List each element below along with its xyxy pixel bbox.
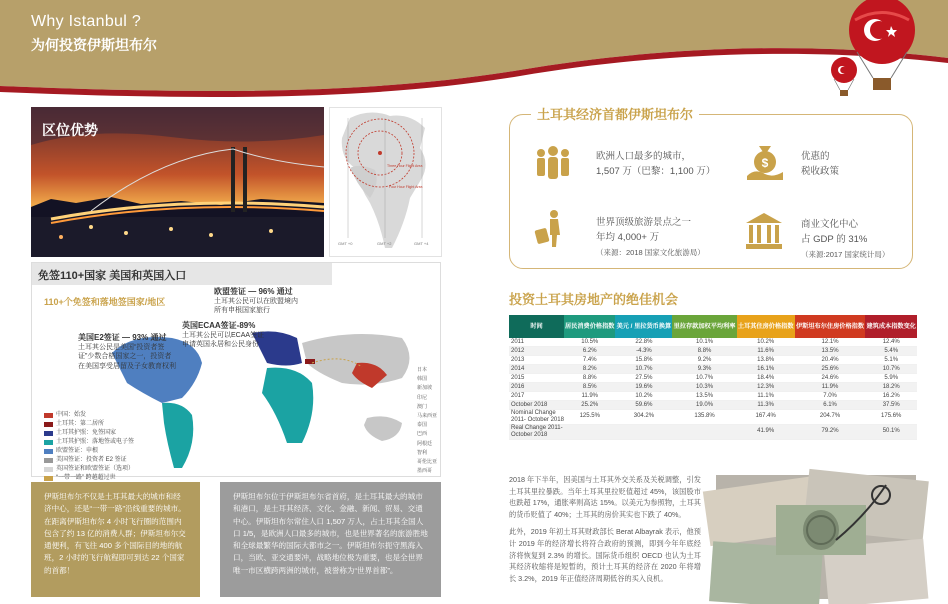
table-cell: 10.2% <box>737 338 795 347</box>
table-row <box>509 356 917 365</box>
investment-title: 投资土耳其房地产的绝佳机会 <box>509 292 679 307</box>
globe-label-gmt2: GMT +2 <box>377 241 392 246</box>
table-cell: 125.5% <box>564 409 615 424</box>
table-cell: 11.3% <box>737 400 795 409</box>
table-cell: 135.8% <box>672 409 736 424</box>
money-bag-icon <box>745 142 785 182</box>
table-cell: Real Change 2011- October 2018 <box>511 424 563 438</box>
table-cell: 2017 <box>509 391 564 400</box>
table-cell: 2015 <box>509 374 564 383</box>
ann-uk-title: 英国ECAA签证-89% <box>182 321 256 330</box>
location-advantage-label: 区位优势 <box>42 122 98 138</box>
table-row <box>509 338 917 347</box>
table-cell: 24.6% <box>795 374 866 383</box>
istanbul-city-textbox: 伊斯坦布尔位于伊斯坦布尔省首府，是土耳其最大的城市和港口，是土耳其经济、文化、金融、新闻、贸易、交通中心。伊斯坦布尔常住人口 1,507 万人，占土耳其全国人口 1/5，是欧洲人口最多的城市，也是世界著名的旅游胜地和全球最繁华的国际大都市之一。伊斯坦布尔扼守黑海入口，当欧、亚交通要冲，战略地位极为重要，也是全世界唯一市区横跨两洲的城市，被誉称为“世界首都”。 <box>220 482 441 597</box>
table-cell: 2013 <box>509 356 564 365</box>
cap-item4-line2: 占 GDP 的 31% <box>801 234 868 245</box>
table-cell: 9.2% <box>672 356 736 365</box>
tourist-icon <box>530 209 570 249</box>
cap-item1-line2: 1,507 万（巴黎：1,100 万） <box>596 166 716 177</box>
visa-map-legend <box>44 411 134 483</box>
col-header: 美元 / 里拉货币换算 <box>615 315 672 338</box>
table-row <box>509 409 917 424</box>
table-cell <box>672 424 736 439</box>
table-cell: 5.1% <box>865 356 917 365</box>
table-cell: 2014 <box>509 365 564 374</box>
legend-item: 土耳其护照：落地签或电子签 <box>44 438 134 447</box>
visa-world-map <box>31 262 441 481</box>
table-row <box>509 400 917 409</box>
table-cell <box>615 424 672 439</box>
table-cell: 10.5% <box>564 338 615 347</box>
table-cell: 2011 <box>509 338 564 347</box>
table-cell: 13.5% <box>672 391 736 400</box>
table-cell: 7.0% <box>795 391 866 400</box>
globe-label-gmt0: GMT +0 <box>338 241 353 246</box>
ann-uk-text: 土耳其公民可以ECAA签证申请英国永居和公民身份 <box>182 332 265 349</box>
table-cell: 10.7% <box>865 365 917 374</box>
table-cell: Nominal Change 2011- October 2018 <box>511 409 564 423</box>
table-cell: 18.2% <box>865 382 917 391</box>
table-cell: 16.2% <box>865 391 917 400</box>
col-header: 土耳其住房价格指数 <box>737 315 795 338</box>
city-list: 日本 韩国 新加坡 印尼 澳门 马来西亚 泰国 巴西 阿根廷 智利 哥伦比亚 墨西哥 <box>417 367 438 475</box>
balloon-small-icon <box>829 58 859 100</box>
flight-area-globe <box>329 107 442 257</box>
header-title-en: Why Istanbul ? <box>31 13 142 30</box>
header-band <box>0 0 948 100</box>
cap-item3-line2: 年均 4,000+ 万 <box>596 232 660 243</box>
table-cell: 10.1% <box>672 338 736 347</box>
istanbul-bridge-photo <box>31 107 324 257</box>
table-cell: -4.3% <box>615 347 672 356</box>
table-cell: 6.2% <box>564 347 615 356</box>
table-cell: 10.2% <box>615 391 672 400</box>
table-cell: 11.9% <box>564 391 615 400</box>
ann-eu-text: 土耳其公民可以在欧盟境内所有申根国家旅行 <box>214 298 298 315</box>
globe-label-3h: Three Hour Flight Area <box>387 164 423 168</box>
globe-label-4h: Four Hour Flight Area <box>389 185 423 189</box>
cap-item4-note: （来源:2017 国家统计局） <box>801 250 890 259</box>
table-row <box>509 382 917 391</box>
table-cell: 27.5% <box>615 374 672 383</box>
table-cell: 13.5% <box>795 347 866 356</box>
table-cell: 20.4% <box>795 356 866 365</box>
table-row <box>509 374 917 383</box>
legend-item: 土耳其护照：免签国家 <box>44 429 134 438</box>
table-cell: 9.3% <box>672 365 736 374</box>
table-cell: 2016 <box>509 382 564 391</box>
ann-us-text: 土耳其公民是美国“投资者签证”少数合格国家之一，投资者在美国享受居留及子女教育权利 <box>78 344 176 370</box>
table-cell: 10.3% <box>672 382 736 391</box>
table-cell: 2012 <box>509 347 564 356</box>
table-cell: 10.7% <box>672 374 736 383</box>
banknotes-illustration <box>716 475 916 599</box>
legend-item: 美国签证：投资者 E2 签证 <box>44 456 134 465</box>
col-header: 居民消费价格指数 <box>564 315 615 338</box>
legend-item: “一带一路” 跨越超过世 <box>44 474 134 483</box>
table-cell: 5.4% <box>865 347 917 356</box>
article-para-1: 2018 年下半年，因美国与土耳其外交关系及关税调整，引发土耳其里拉暴跌。当年土耳其里拉贬值超过 45%，该国股市也跌超 17%，通胀率则高达 15%。以美元为参照物，土耳其的货币贬值了 40%；土耳其的房价其实也下跌了 40%。 <box>509 475 701 519</box>
legend-item: 欧盟签证：申根 <box>44 447 134 456</box>
legend-item: 英国签证和欧盟签证（选项） <box>44 465 134 474</box>
investment-table <box>509 315 917 440</box>
table-cell: 12.3% <box>737 382 795 391</box>
table-cell: 11.1% <box>737 391 795 400</box>
globe-map <box>330 108 443 258</box>
svg-text:$: $ <box>761 156 769 170</box>
table-cell: 15.8% <box>615 356 672 365</box>
table-cell: 18.4% <box>737 374 795 383</box>
table-cell: 304.2% <box>615 409 672 424</box>
table-cell: 8.8% <box>564 374 615 383</box>
table-cell: 19.6% <box>615 382 672 391</box>
table-cell: 11.6% <box>737 347 795 356</box>
ann-us-title: 美国E2签证 — 93% 通过 <box>78 333 167 342</box>
legend-item: 中国：始发 <box>44 411 134 420</box>
currency-photo <box>716 475 916 599</box>
col-header: 建筑成本指数变化 <box>865 315 917 338</box>
table-cell: 37.5% <box>865 400 917 409</box>
visa-map-subtitle: 110+个免签和落地签国家/地区 <box>44 297 166 307</box>
table-cell: 50.1% <box>865 424 917 439</box>
table-cell: 6.1% <box>795 400 866 409</box>
header-title-cn: 为何投资伊斯坦布尔 <box>31 37 157 53</box>
market-article <box>509 474 701 590</box>
table-cell: 5.9% <box>865 374 917 383</box>
cap-item3-line1: 世界顶级旅游景点之一 <box>596 217 692 228</box>
cap-item2-line1: 优惠的 <box>801 151 830 162</box>
table-cell: 19.0% <box>672 400 736 409</box>
table-cell: 8.5% <box>564 382 615 391</box>
table-cell: 204.7% <box>795 409 866 424</box>
cap-item3-note: （来源：2018 国家文化旅游局） <box>596 248 705 257</box>
table-cell: 12.1% <box>795 338 866 347</box>
table-cell: October 2018 <box>509 400 564 409</box>
table-cell: 12.4% <box>865 338 917 347</box>
economic-capital-title: 土耳其经济首都伊斯坦布尔 <box>531 104 699 123</box>
building-icon <box>744 211 784 251</box>
col-header: 里拉存款加权平均利率 <box>672 315 736 338</box>
table-cell: 175.6% <box>865 409 917 424</box>
cap-item1-line1: 欧洲人口最多的城市， <box>596 151 692 162</box>
table-row <box>509 347 917 356</box>
table-cell <box>564 424 615 439</box>
table-cell: 25.2% <box>564 400 615 409</box>
table-cell: 167.4% <box>737 409 795 424</box>
globe-label-gmt4: GMT +4 <box>414 241 429 246</box>
col-header: 伊斯坦布尔住房价格指数 <box>795 315 866 338</box>
table-row <box>509 424 917 439</box>
ann-eu-title: 欧盟签证 — 96% 通过 <box>214 287 293 296</box>
table-cell: 16.1% <box>737 365 795 374</box>
table-cell: 11.9% <box>795 382 866 391</box>
visa-map-title: 免签110+国家 美国和英国入口 <box>32 263 332 285</box>
table-cell: 7.4% <box>564 356 615 365</box>
table-cell: 13.8% <box>737 356 795 365</box>
table-cell: 8.8% <box>672 347 736 356</box>
legend-item: 土耳其：第二居所 <box>44 420 134 429</box>
table-row <box>509 365 917 374</box>
table-cell: 25.6% <box>795 365 866 374</box>
table-cell: 8.2% <box>564 365 615 374</box>
table-cell: 59.6% <box>615 400 672 409</box>
cap-item4-line1: 商业文化中心 <box>801 219 859 230</box>
table-cell: 10.7% <box>615 365 672 374</box>
table-row <box>509 391 917 400</box>
cap-item2-line2: 税收政策 <box>801 166 840 177</box>
table-cell: 41.9% <box>737 424 795 439</box>
people-icon <box>533 143 573 183</box>
table-cell: 22.8% <box>615 338 672 347</box>
col-header: 时间 <box>509 315 564 338</box>
table-cell: 79.2% <box>795 424 866 439</box>
article-para-2: 此外，2019 年初土耳其财政部长 Berat Albayrak 表示，他预计 2019 年的经济增长将符合政府的预测，即到今年年底经济将恢复到 2.3% 的增长。国际货币组织 OECD 也认为土耳其经济收缩将是短暂的，预计土耳其的经济在 2020 年将增长 3.2%，2019 年正值经济周期低谷的买入良机。 <box>509 527 701 583</box>
istanbul-hub-textbox: 伊斯坦布尔不仅是土耳其最大的城市和经济中心，还是“一带一路”沿线重要的城市。在距离伊斯坦布尔 4 小时飞行圈的范围内包含了约 13 亿的消费人群；伊斯坦布尔交通便利，有飞往 400 多个国际目的地的航班，2 小时的飞行航程即可到达 22 个国家的首都！ <box>31 482 200 597</box>
